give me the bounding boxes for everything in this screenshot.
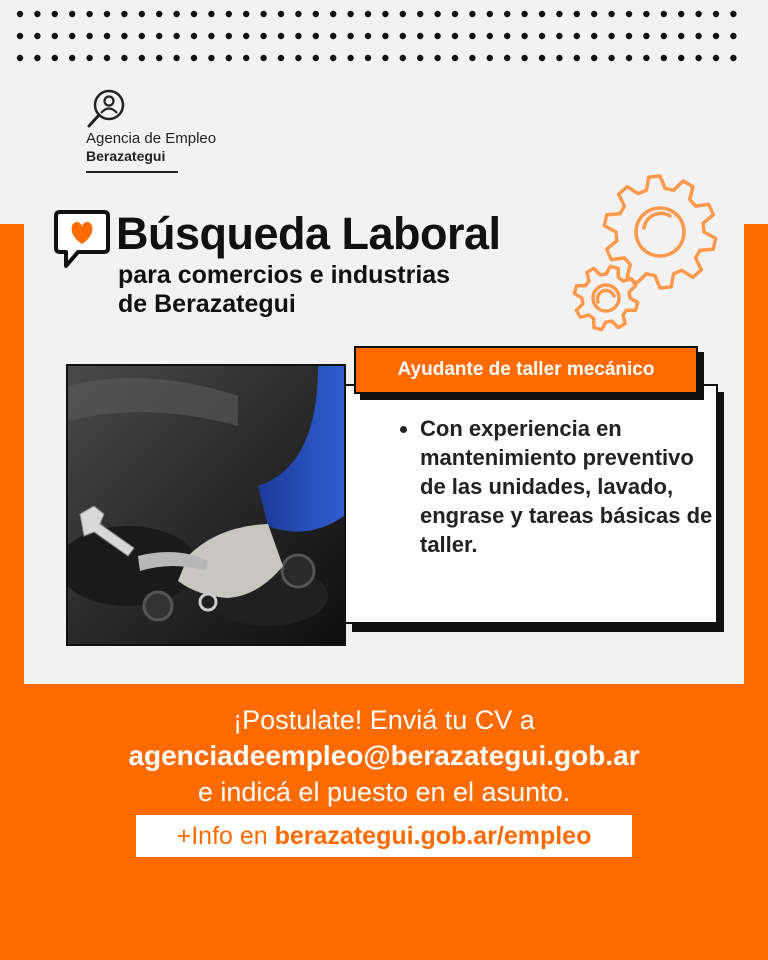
dot — [643, 11, 649, 17]
page-subtitle — [118, 261, 558, 319]
dot — [34, 11, 40, 17]
dot — [243, 11, 249, 17]
dot — [504, 11, 510, 17]
dot — [591, 33, 597, 39]
dot — [365, 33, 371, 39]
dot — [678, 55, 684, 61]
dot — [487, 11, 493, 17]
dot — [226, 33, 232, 39]
dot — [295, 55, 301, 61]
dot — [574, 11, 580, 17]
requirement-item: • Con experiencia en mantenimiento preventivo de las unidades, lavado, engrase y tareas básicas de taller. — [420, 414, 720, 559]
dot — [452, 33, 458, 39]
logo-underline — [86, 171, 178, 173]
dot — [52, 11, 58, 17]
dot — [295, 11, 301, 17]
dot — [17, 55, 23, 61]
dot — [86, 11, 92, 17]
cta-line-1: ¡Postulate! Enviá tu CV a — [233, 705, 535, 735]
dot — [591, 11, 597, 17]
dot — [121, 11, 127, 17]
dot — [730, 11, 736, 17]
dot — [191, 11, 197, 17]
subtitle-line-2: de Berazategui — [118, 290, 296, 318]
dot — [452, 11, 458, 17]
dot — [469, 33, 475, 39]
dot — [504, 55, 510, 61]
agency-name: Agencia de Empleo — [86, 130, 217, 147]
dot — [365, 11, 371, 17]
dot — [104, 11, 110, 17]
dot — [226, 55, 232, 61]
dot — [417, 11, 423, 17]
dot — [86, 33, 92, 39]
cta-line-3: e indicá el puesto en el asunto. — [197, 777, 571, 807]
dot — [574, 33, 580, 39]
dot — [156, 11, 162, 17]
dot — [173, 55, 179, 61]
dot — [52, 55, 58, 61]
email-link[interactable]: agenciadeempleo@berazategui.gob.ar — [128, 740, 640, 771]
subtitle-line-1: para comercios e industrias — [118, 261, 451, 289]
dot — [86, 55, 92, 61]
dot — [400, 11, 406, 17]
dot — [608, 55, 614, 61]
page-title: Búsqueda Laboral — [116, 208, 501, 259]
dot — [382, 11, 388, 17]
dot — [278, 11, 284, 17]
dot — [574, 55, 580, 61]
dot — [417, 55, 423, 61]
dot — [69, 55, 75, 61]
dot — [539, 55, 545, 61]
dot — [121, 55, 127, 61]
agency-city: Berazategui — [86, 148, 166, 164]
dot — [173, 11, 179, 17]
dot — [173, 33, 179, 39]
dot — [608, 33, 614, 39]
dot-pattern — [0, 0, 768, 70]
dot — [208, 55, 214, 61]
dot — [313, 55, 319, 61]
dot — [139, 55, 145, 61]
dot — [521, 33, 527, 39]
dot — [713, 55, 719, 61]
dot — [347, 33, 353, 39]
dot — [504, 33, 510, 39]
job-title-badge: Ayudante de taller mecánico — [354, 346, 698, 394]
dot — [608, 11, 614, 17]
dot — [487, 55, 493, 61]
dot — [434, 55, 440, 61]
dot — [347, 11, 353, 17]
dot — [713, 33, 719, 39]
dot — [191, 33, 197, 39]
dot — [121, 33, 127, 39]
dot — [434, 11, 440, 17]
dot — [556, 55, 562, 61]
dot — [469, 55, 475, 61]
dot — [678, 11, 684, 17]
dot — [260, 11, 266, 17]
dot — [434, 33, 440, 39]
dot — [469, 11, 475, 17]
dot — [539, 11, 545, 17]
dot — [330, 11, 336, 17]
dot — [278, 33, 284, 39]
dot — [626, 55, 632, 61]
dot — [52, 33, 58, 39]
search-person-icon — [86, 88, 126, 130]
dot — [17, 11, 23, 17]
dot — [695, 11, 701, 17]
info-link[interactable]: berazategui.gob.ar/empleo — [274, 822, 592, 850]
dot — [365, 55, 371, 61]
dot — [139, 33, 145, 39]
mechanic-photo — [66, 364, 346, 646]
dot — [452, 55, 458, 61]
dot — [330, 33, 336, 39]
dot — [313, 33, 319, 39]
dot — [487, 33, 493, 39]
dot — [695, 55, 701, 61]
dot — [156, 55, 162, 61]
dot — [226, 11, 232, 17]
dot — [400, 55, 406, 61]
dot — [330, 55, 336, 61]
info-prefix: +Info en — [176, 822, 275, 850]
dot — [382, 55, 388, 61]
dot — [34, 55, 40, 61]
dot — [313, 11, 319, 17]
dot — [69, 11, 75, 17]
dot — [260, 55, 266, 61]
dot — [69, 33, 75, 39]
requirements-list — [396, 414, 720, 559]
dot — [521, 55, 527, 61]
dot — [191, 55, 197, 61]
dot — [730, 55, 736, 61]
call-to-action — [0, 702, 768, 810]
dot — [678, 33, 684, 39]
dot — [661, 11, 667, 17]
dot — [643, 33, 649, 39]
dot — [539, 33, 545, 39]
dot — [521, 11, 527, 17]
dot — [139, 11, 145, 17]
dot — [730, 33, 736, 39]
dot — [556, 11, 562, 17]
dot — [417, 33, 423, 39]
chat-heart-icon — [54, 208, 110, 270]
mechanic-wrench-photo — [68, 366, 344, 644]
dot — [713, 11, 719, 17]
gears-icon — [570, 170, 730, 340]
dot — [243, 55, 249, 61]
dot — [382, 33, 388, 39]
dot — [208, 33, 214, 39]
dot — [591, 55, 597, 61]
dot — [104, 55, 110, 61]
dot — [104, 33, 110, 39]
dot — [626, 11, 632, 17]
agency-logo — [86, 88, 256, 178]
dot — [260, 33, 266, 39]
info-box — [136, 815, 632, 857]
dot — [400, 33, 406, 39]
dot — [661, 33, 667, 39]
dot — [295, 33, 301, 39]
dot — [661, 55, 667, 61]
dot — [34, 33, 40, 39]
dot — [643, 55, 649, 61]
dot — [278, 55, 284, 61]
dot — [626, 33, 632, 39]
dot — [17, 33, 23, 39]
dot — [556, 33, 562, 39]
dot — [208, 11, 214, 17]
dot — [695, 33, 701, 39]
dot — [243, 33, 249, 39]
dot — [347, 55, 353, 61]
dot — [156, 33, 162, 39]
